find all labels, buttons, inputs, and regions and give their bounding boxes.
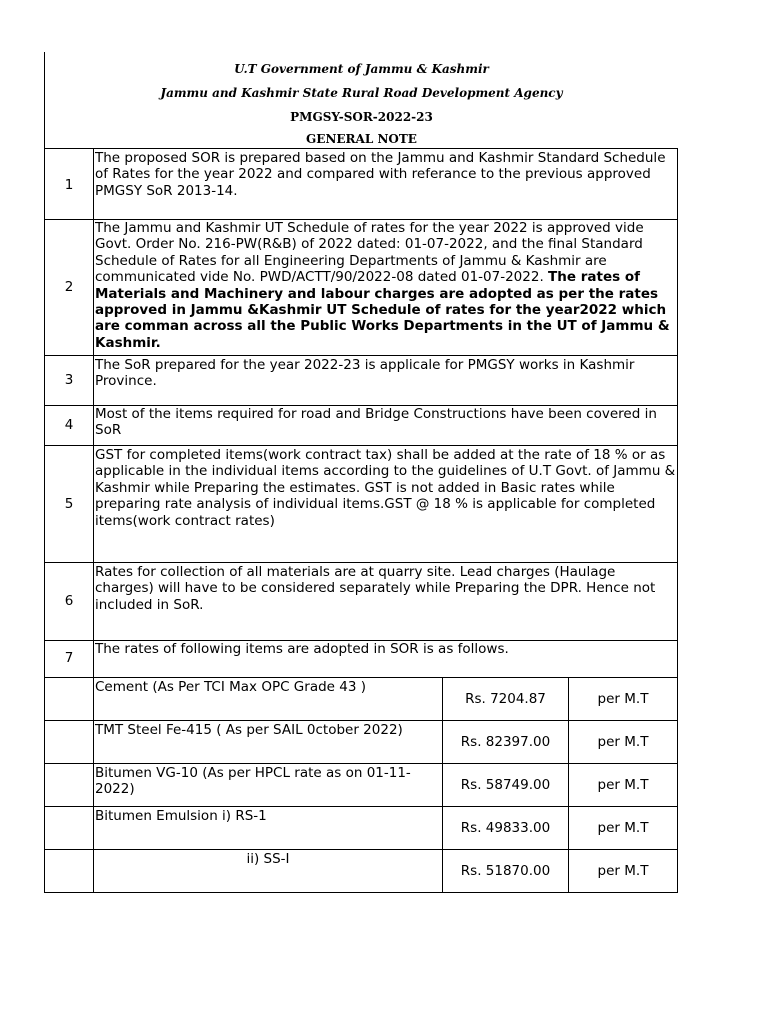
header-general-note: GENERAL NOTE xyxy=(306,132,417,146)
rate-value: Rs. 7204.87 xyxy=(465,691,546,707)
row-divider xyxy=(44,677,678,678)
rate-value: Rs. 82397.00 xyxy=(460,734,551,750)
right-border xyxy=(677,148,678,893)
note-text-plain: The Jammu and Kashmir UT Schedule of rates for the year 2022 is approved vide Govt. Order No. 216-PW(R&B) of 2022 dated: 01-07-2022, and the final Standard Schedule of Rates for all Engineering Departments of Jammu & Kashmir are communicated vide No. PWD/ACTT/90/2022-08 dated 01-07-2022. xyxy=(95,220,644,286)
note-number: 5 xyxy=(64,496,74,512)
rate-value: Rs. 58749.00 xyxy=(460,777,551,793)
rate-unit: per M.T xyxy=(597,691,649,707)
note-number: 4 xyxy=(64,417,74,433)
note-text: The rates of following items are adopted in SOR is as follows. xyxy=(95,641,509,657)
rate-value: Rs. 51870.00 xyxy=(460,863,551,879)
note-text: Rates for collection of all materials are at quarry site. Lead charges (Haulage charges) will have to be considered separately while Preparing the DPR. Hence not included in SoR. xyxy=(95,564,656,613)
rate-item: Bitumen Emulsion i) RS-1 xyxy=(95,808,267,824)
rate-item: ii) SS-I xyxy=(246,851,290,867)
note-text xyxy=(95,220,677,351)
note-number: 7 xyxy=(64,650,74,666)
rate-unit: per M.T xyxy=(597,820,649,836)
rate-unit: per M.T xyxy=(597,863,649,879)
rate-unit: per M.T xyxy=(597,734,649,750)
table-bottom-border xyxy=(44,892,678,893)
note-number: 2 xyxy=(64,279,74,295)
header-government: U.T Government of Jammu & Kashmir xyxy=(234,62,489,76)
note-text: Most of the items required for road and Bridge Constructions have been covered in SoR xyxy=(95,406,657,439)
note-text: The SoR prepared for the year 2022-23 is applicale for PMGSY works in Kashmir Province. xyxy=(95,357,635,390)
row-divider xyxy=(44,355,678,356)
rate-item: TMT Steel Fe-415 ( As per SAIL 0ctober 2022) xyxy=(95,722,403,738)
header-sor-code: PMGSY-SOR-2022-23 xyxy=(290,110,433,124)
note-number: 6 xyxy=(64,593,74,609)
note-text-bold: The rates of Materials and Machinery and labour charges are adopted as per the rates approved in Jammu &Kashmir UT Schedule of rates for the year2022 which are comman across all the Public Works Departments in the UT of Jammu & Kashmir. xyxy=(95,269,670,351)
row-divider xyxy=(44,849,678,850)
note-number: 3 xyxy=(64,372,74,388)
header-bottom-border xyxy=(44,148,678,149)
rate-value: Rs. 49833.00 xyxy=(460,820,551,836)
row-divider xyxy=(44,763,678,764)
note-text: GST for completed items(work contract tax) shall be added at the rate of 18 % or as applicable in the individual items according to the guidelines of U.T Govt. of Jammu & Kashmir while Preparing the estimates. GST is not added in Basic rates while preparing rate analysis of individual items.GST @ 18 % is applicable for completed items(work contract rates) xyxy=(95,447,676,529)
rate-item: Cement (As Per TCI Max OPC Grade 43 ) xyxy=(95,679,366,695)
note-text: The proposed SOR is prepared based on the Jammu and Kashmir Standard Schedule of Rates for the year 2022 and compared with referance to the previous approved PMGSY SoR 2013-14. xyxy=(95,150,666,199)
rate-item: Bitumen VG-10 (As per HPCL rate as on 01-11-2022) xyxy=(95,765,411,798)
header-agency: Jammu and Kashmir State Rural Road Development Agency xyxy=(160,86,563,100)
row-divider xyxy=(44,720,678,721)
rate-unit: per M.T xyxy=(597,777,649,793)
row-divider xyxy=(44,445,678,446)
note-number: 1 xyxy=(64,177,74,193)
row-divider xyxy=(44,806,678,807)
row-divider xyxy=(44,562,678,563)
number-column-divider xyxy=(93,148,94,893)
